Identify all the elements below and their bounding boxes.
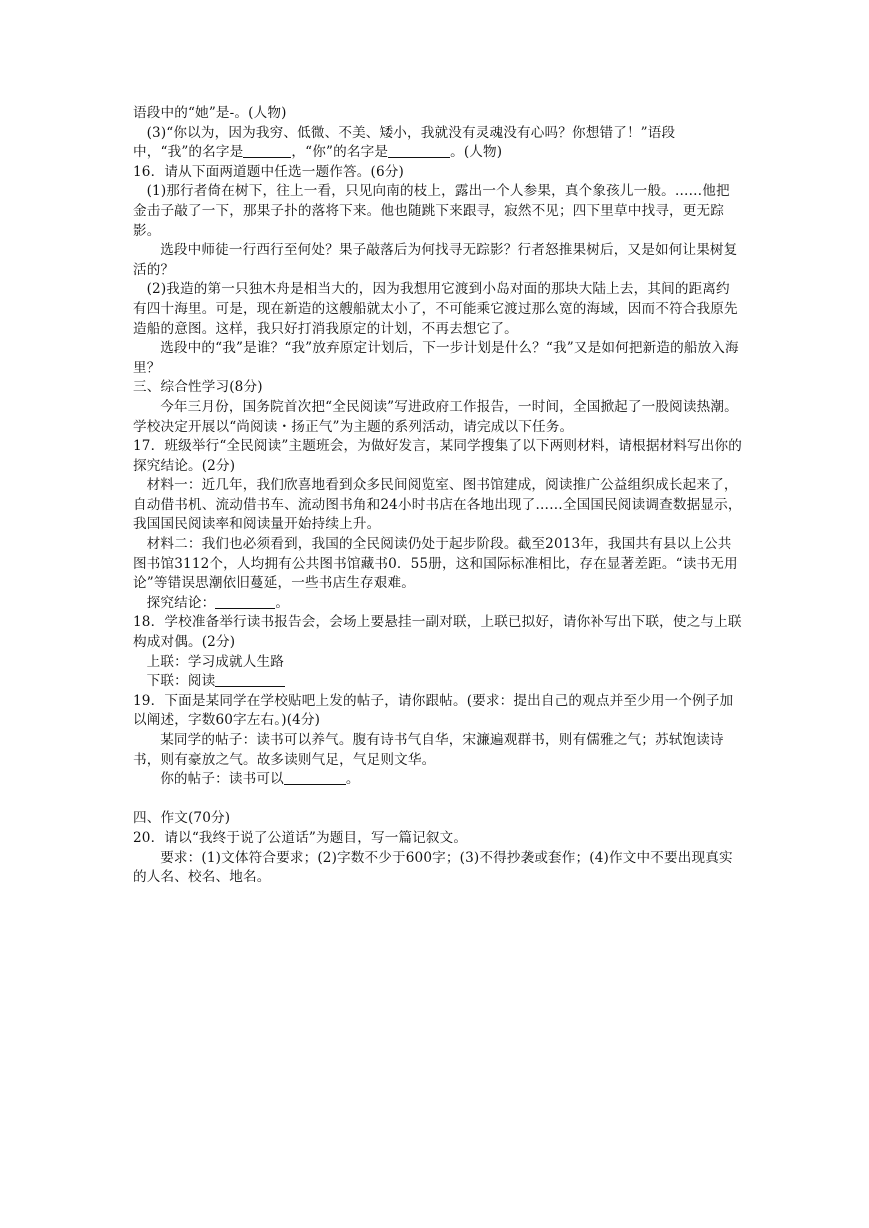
question-18-heading: 18．学校准备举行读书报告会，会场上要悬挂一副对联，上联已拟好，请你补写出下联，使之与上联构成对偶。(2分) [133, 614, 742, 651]
couplet-second-line-label: 下联：阅读 [146, 673, 216, 690]
question-15-3-text: (3)“你以为，因为我穷、低微、不美、矮小，我就没有灵魂没有心吗？你想错了！”语段中，“我”的名字是 [133, 124, 676, 161]
answer-blank-my-name[interactable] [243, 143, 291, 158]
passage-1-questions: 选段中师徒一行西行至何处？果子敲落后为何找寻无踪影？行者怒推果树后，又是如何让果树复活的？ [133, 242, 738, 278]
question-15-2-text: 语段中的“她”是-。(人物) [133, 105, 287, 121]
couplet-first-line: 上联：学习成就人生路 [146, 653, 285, 670]
question-15-3-mid: ，“你”的名字是 [291, 144, 389, 161]
section-4-heading: 四、作文(70分) [133, 810, 231, 827]
material-two: 材料二：我们也必须看到，我国的全民阅读仍处于起步阶段。截至2013年，我国共有县以上公共图书馆3112个，人均拥有公共图书馆藏书0．55册，这和国际标准相比，存在显著差距。“读书无用论”等错误思潮依旧蔓延，一些书店生存艰难。 [133, 536, 738, 592]
question-15-3-end: 。(人物) [450, 144, 503, 161]
question-17-heading: 17．班级举行“全民阅读”主题班会，为做好发言，某同学搜集了以下两则材料，请根据材料写出你的探究结论。(2分) [133, 438, 743, 474]
document-body [133, 104, 743, 888]
answer-blank-reply[interactable] [284, 770, 346, 785]
couplet-second-line [133, 672, 743, 692]
section-3-heading: 三、综合性学习(8分) [133, 379, 263, 396]
question-16-heading: 16．请从下面两道题中任选一题作答。(6分) [133, 163, 404, 180]
question-20-prompt: 20．请以“我终于说了公道话”为题目，写一篇记叙文。 [133, 829, 468, 846]
essay-requirements: 要求：(1)文体符合要求；(2)字数不少于600字；(3)不得抄袭或套作；(4)作文中不要出现真实的人名、校名、地名。 [133, 849, 733, 886]
passage-2-questions: 选段中的“我”是谁？“我”放弃原定计划后，下一步计划是什么？“我”又是如何把新造的船放入海里？ [133, 340, 739, 376]
section-3-intro: 今年三月份，国务院首次把“全民阅读”写进政府工作报告，一时间，全国掀起了一股阅读热潮。学校决定开展以“尚阅读・扬正气”为主题的系列活动，请完成以下任务。 [133, 398, 738, 435]
material-one: 材料一：近几年，我们欣喜地看到众多民间阅览室、图书馆建成，阅读推广公益组织成长起来了，自动借书机、流动借书车、流动图书角和24小时书店在各地出现了……全国国民阅读调查数据显示，我国国民阅读率和阅读量开始持续上升。 [133, 477, 742, 533]
reply-post [133, 770, 743, 790]
question-19-heading: 19．下面是某同学在学校贴吧上发的帖子，请你跟帖。(要求：提出自己的观点并至少用一个例子加以阐述，字数60字左右。)(4分) [133, 692, 734, 729]
question-15-3 [133, 124, 743, 163]
forum-post-text: 某同学的帖子：读书可以养气。腹有诗书气自华，宋濂遍观群书，则有儒雅之气；苏轼饱读诗书，则有豪放之气。故多读则气足，气足则文华。 [133, 732, 724, 768]
inquiry-conclusion-end: 。 [275, 594, 290, 611]
reply-post-label: 你的帖子：读书可以 [160, 771, 284, 788]
answer-blank-couplet[interactable] [215, 672, 285, 687]
reply-post-end: 。 [345, 771, 360, 788]
answer-blank-conclusion[interactable] [215, 594, 275, 609]
inquiry-conclusion-label: 探究结论： [146, 594, 216, 611]
passage-1-excerpt: (1)那行者倚在树下，往上一看，只见向南的枝上，露出一个人参果，真个象孩儿一般。……他把金击子敲了一下，那果子扑的落将下来。他也随跳下来跟寻，寂然不见；四下里草中找寻，更无踪影。 [133, 183, 730, 239]
passage-2-excerpt: (2)我造的第一只独木舟是相当大的，因为我想用它渡到小岛对面的那块大陆上去，其间的距离约有四十海里。可是，现在新造的这艘船就太小了，不可能乘它渡过那么宽的海域，因而不符合我原先造船的意图。这样，我只好打消我原定的计划，不再去想它了。 [133, 281, 738, 337]
inquiry-conclusion [133, 594, 743, 614]
section-spacer [133, 790, 743, 810]
answer-blank-your-name[interactable] [388, 143, 450, 158]
